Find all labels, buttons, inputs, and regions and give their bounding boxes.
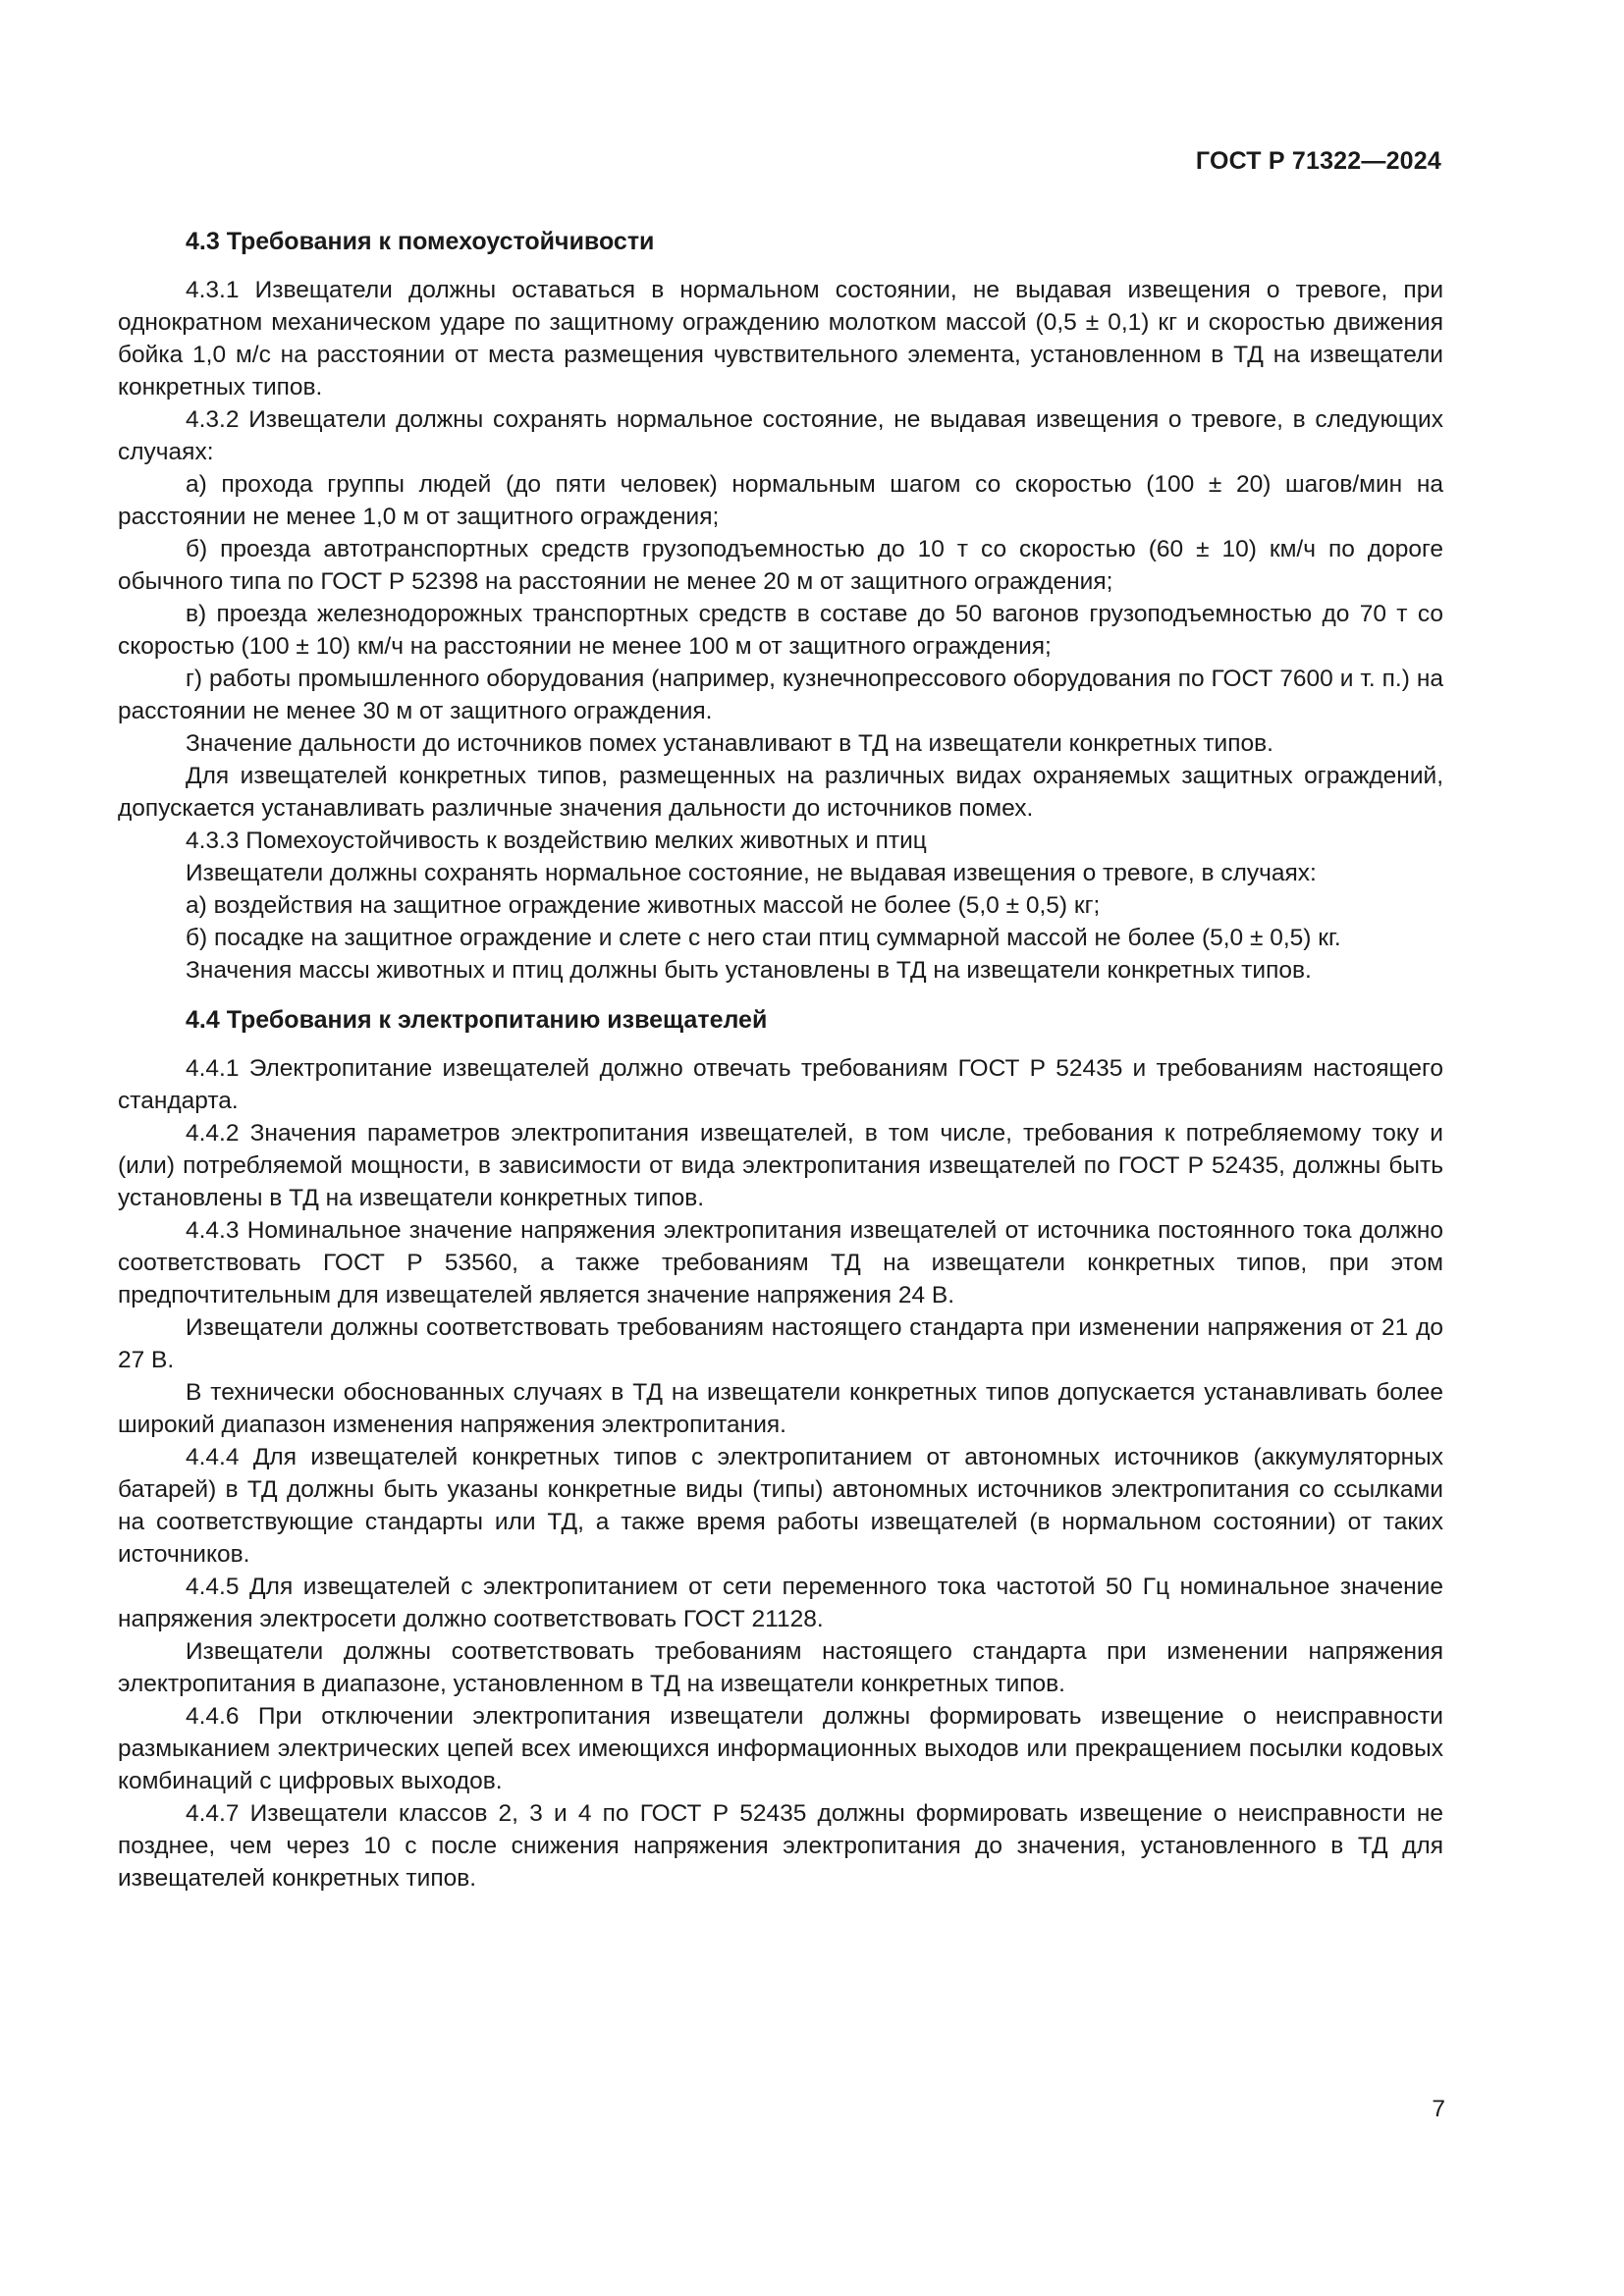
paragraph: Значения массы животных и птиц должны быть установлены в ТД на извещатели конкретных типов.: [186, 957, 1312, 984]
paragraph-4-4-6: 4.4.6 При отключении электропитания извещатели должны формировать извещение о неисправности размыканием электрических цепей всех имеющихся информационных выходов или прекращением посылки кодовых комбинаций с цифровых выходов.: [118, 1703, 1443, 1794]
document-body: [118, 226, 1443, 1895]
paragraph-4-3-2: 4.3.2 Извещатели должны сохранять нормальное состояние, не выдавая извещения о тревоге, в следующих случаях:: [118, 406, 1443, 465]
paragraph-4-4-7: 4.4.7 Извещатели классов 2, 3 и 4 по ГОСТ Р 52435 должны формировать извещение о неисправности не позднее, чем через 10 с после снижения напряжения электропитания до значения, установленного в ТД для извещателей конкретных типов.: [118, 1800, 1443, 1892]
paragraph: Для извещателей конкретных типов, размещенных на различных видах охраняемых защитных ограждений, допускается устанавливать различные значения дальности до источников помех.: [118, 763, 1443, 822]
list-item-b: б) проезда автотранспортных средств грузоподъемностью до 10 т со скоростью (60 ± 10) км/ч по дороге обычного типа по ГОСТ Р 52398 на расстоянии не менее 20 м от защитного ограждения;: [118, 536, 1443, 595]
paragraph-4-3-1: 4.3.1 Извещатели должны оставаться в нормальном состоянии, не выдавая извещения о тревоге, при однократном механическом ударе по защитному ограждению молотком массой (0,5 ± 0,1) кг и скоростью движения бойка 1,0 м/с на расстоянии от места размещения чувствительного элемента, установленном в ТД на извещатели конкретных типов.: [118, 277, 1443, 400]
paragraph-4-4-1: 4.4.1 Электропитание извещателей должно отвечать требованиям ГОСТ Р 52435 и требованиям настоящего стандарта.: [118, 1055, 1443, 1114]
paragraph: Извещатели должны соответствовать требованиям настоящего стандарта при изменении напряжения электропитания в диапазоне, установленном в ТД на извещатели конкретных типов.: [118, 1638, 1443, 1697]
section-heading-4-3: 4.3 Требования к помехоустойчивости: [186, 228, 655, 255]
paragraph-4-4-4: 4.4.4 Для извещателей конкретных типов с электропитанием от автономных источников (аккумуляторных батарей) в ТД должны быть указаны конкретные виды (типы) автономных источников электропитания со ссылками на соответствующие стандарты или ТД, а также время работы извещателей (в нормальном состоянии) от таких источников.: [118, 1444, 1443, 1568]
list-item-a: а) воздействия на защитное ограждение животных массой не более (5,0 ± 0,5) кг;: [186, 892, 1101, 919]
paragraph-4-4-2: 4.4.2 Значения параметров электропитания извещателей, в том числе, требования к потребляемому току и (или) потребляемой мощности, в зависимости от вида электропитания извещателей по ГОСТ Р 52435, должны быть установлены в ТД на извещатели конкретных типов.: [118, 1120, 1443, 1211]
list-item-b: б) посадке на защитное ограждение и слете с него стаи птиц суммарной массой не более (5,0 ± 0,5) кг.: [186, 925, 1341, 951]
list-item-a: а) прохода группы людей (до пяти человек) нормальным шагом со скоростью (100 ± 20) шагов/мин на расстоянии не менее 1,0 м от защитного ограждения;: [118, 471, 1443, 530]
list-item-g: г) работы промышленного оборудования (например, кузнечнопрессового оборудования по ГОСТ 7600 и т. п.) на расстоянии не менее 30 м от защитного ограждения.: [118, 666, 1443, 724]
page-number: 7: [1432, 2096, 1445, 2122]
section-heading-4-4: 4.4 Требования к электропитанию извещателей: [186, 1006, 768, 1034]
paragraph-4-4-3: 4.4.3 Номинальное значение напряжения электропитания извещателей от источника постоянного тока должно соответствовать ГОСТ Р 53560, а также требованиям ТД на извещатели конкретных типов, при этом предпочтительным для извещателей является значение напряжения 24 В.: [118, 1217, 1443, 1308]
paragraph: Извещатели должны сохранять нормальное состояние, не выдавая извещения о тревоге, в случаях:: [186, 860, 1317, 886]
list-item-v: в) проезда железнодорожных транспортных средств в составе до 50 вагонов грузоподъемностью до 70 т со скоростью (100 ± 10) км/ч на расстоянии не менее 100 м от защитного ограждения;: [118, 601, 1443, 660]
paragraph-4-3-3: 4.3.3 Помехоустойчивость к воздействию мелких животных и птиц: [186, 828, 927, 854]
paragraph-4-4-5: 4.4.5 Для извещателей с электропитанием от сети переменного тока частотой 50 Гц номинальное значение напряжения электросети должно соответствовать ГОСТ 21128.: [118, 1574, 1443, 1632]
document-code: ГОСТ Р 71322—2024: [1195, 147, 1441, 175]
paragraph: В технически обоснованных случаях в ТД на извещатели конкретных типов допускается устанавливать более широкий диапазон изменения напряжения электропитания.: [118, 1379, 1443, 1438]
paragraph: Значение дальности до источников помех устанавливают в ТД на извещатели конкретных типов.: [186, 730, 1273, 757]
paragraph: Извещатели должны соответствовать требованиям настоящего стандарта при изменении напряжения от 21 до 27 В.: [118, 1314, 1443, 1373]
